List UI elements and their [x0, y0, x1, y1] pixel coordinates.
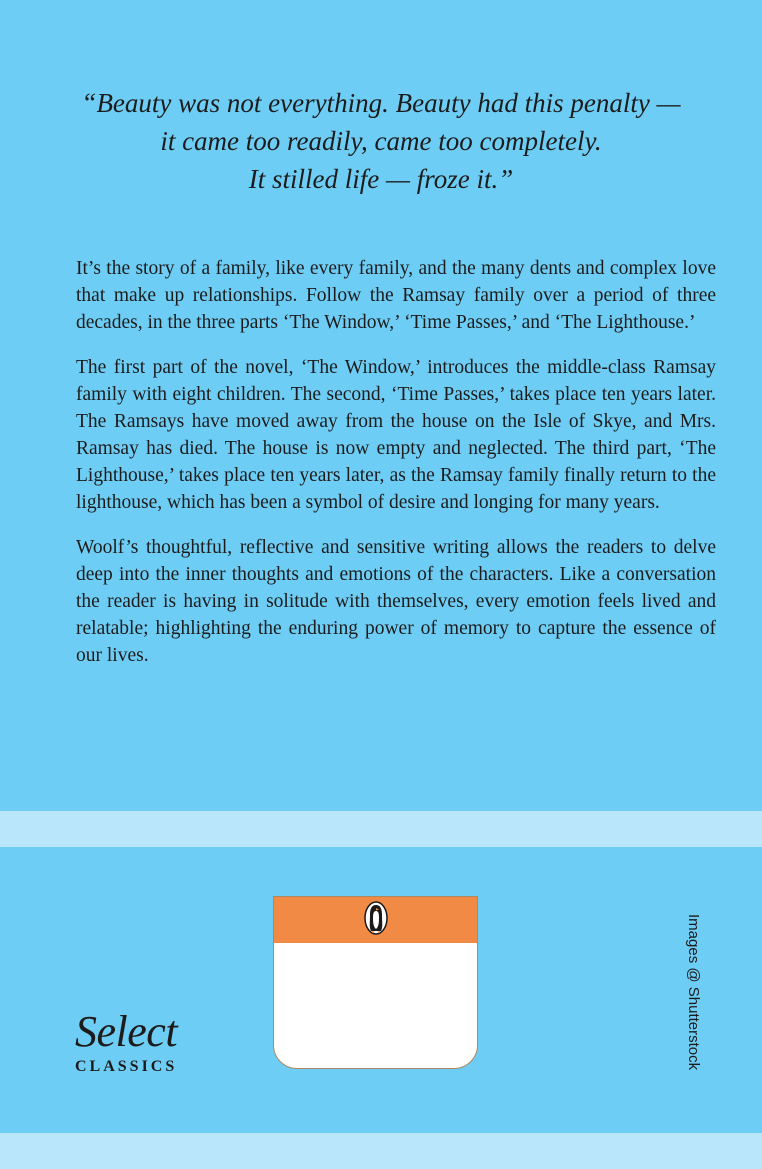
blurb-paragraph: The first part of the novel, ‘The Window,’ introduces the middle-class Ramsay family with eight children. The second, ‘Time Passes,’ takes place ten years later. The Ramsays have moved away from the house on the Isle of Skye, and Mrs. Ramsay has died. The house is now empty and neglected. The third part, ‘The Lighthouse,’ takes place ten years later, as the Ramsay family finally return to the lighthouse, which has been a symbol of desire and longing for many years. [76, 357, 716, 513]
logo-orange-band [274, 897, 477, 943]
back-cover-quote [40, 84, 722, 198]
series-brand [75, 1008, 177, 1076]
image-credit: Images @ Shutterstock [685, 914, 702, 1071]
blurb-paragraph: Woolf’s thoughtful, reflective and sensitive writing allows the readers to delve deep into the inner thoughts and emotions of the characters. Like a conversation the reader is having in solitude with themselves, every emotion feels lived and relatable; highlighting the enduring power of memory to capture the essence of our lives. [76, 537, 716, 666]
decorative-band-bottom [0, 1133, 762, 1169]
quote-line: “Beauty was not everything. Beauty had this penalty — [81, 88, 681, 118]
publisher-logo-card [273, 896, 478, 1069]
book-blurb [76, 255, 716, 687]
penguin-icon [364, 901, 388, 939]
brand-select: Select [75, 1007, 178, 1056]
brand-classics: CLASSICS [75, 1058, 178, 1075]
quote-line: It stilled life — froze it.” [248, 164, 514, 194]
decorative-band-top [0, 811, 762, 847]
blurb-paragraph: It’s the story of a family, like every family, and the many dents and complex love that make up relationships. Follow the Ramsay family over a period of three decades, in the three parts ‘The Window,’ ‘Time Passes,’ and ‘The Lighthouse.’ [76, 258, 716, 333]
quote-line: it came too readily, came too completely. [160, 126, 602, 156]
